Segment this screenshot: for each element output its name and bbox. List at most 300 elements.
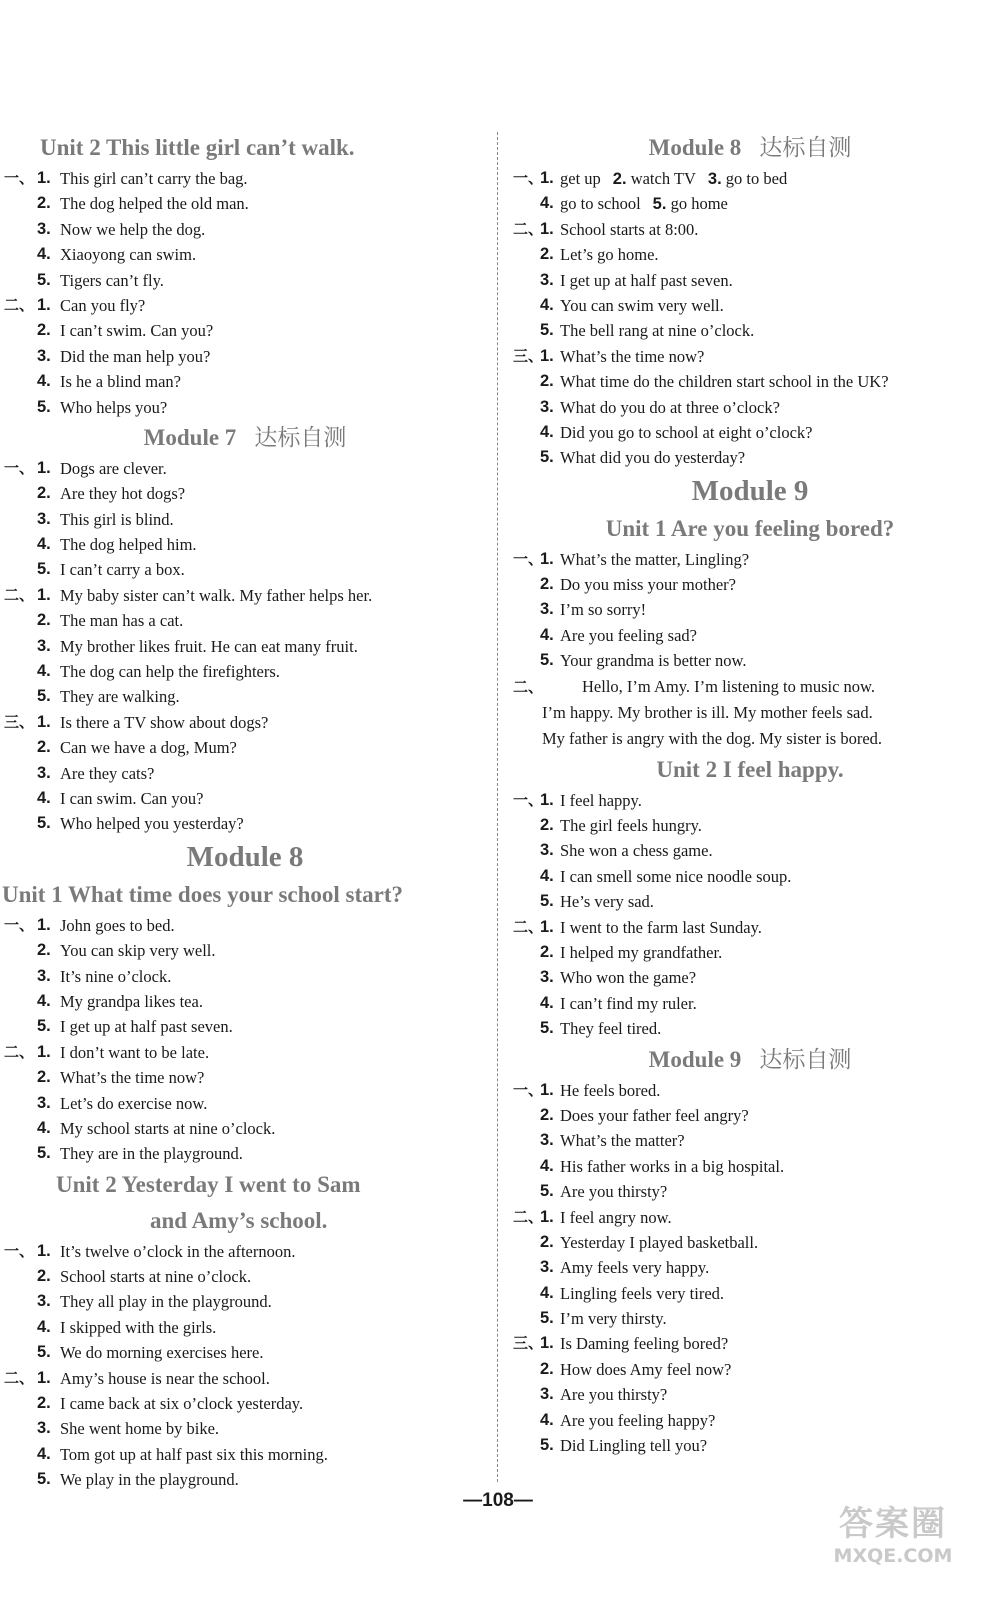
answer-line	[0, 583, 490, 608]
paragraph-line: I’m happy. My brother is ill. My mother feels sad.	[542, 702, 873, 722]
answer-line	[510, 293, 990, 318]
item-number: 3.	[37, 763, 51, 782]
item-number: 4.	[37, 1317, 51, 1336]
answer-text: What’s the matter?	[560, 1131, 685, 1151]
test-label: 达标自测	[759, 135, 852, 161]
item-number: 1.	[540, 346, 554, 365]
answer-text: go to bed	[725, 169, 788, 188]
answer-text: I can swim. Can you?	[60, 788, 204, 808]
answer-text: Is he a blind man?	[60, 372, 181, 392]
item-number: 4.	[37, 372, 51, 391]
module-heading: Module 8	[186, 840, 304, 873]
item-number: 5.	[540, 651, 554, 670]
answer-line	[510, 1382, 990, 1407]
answer-line	[0, 318, 490, 343]
paragraph-line: My father is angry with the dog. My sister is bored.	[542, 728, 883, 748]
section-mark: 一、	[513, 549, 544, 568]
answer-line	[0, 507, 490, 532]
answer-line	[0, 369, 490, 394]
module-heading: Module 9	[691, 474, 809, 507]
answer-line	[0, 1366, 490, 1391]
answer-line	[0, 395, 490, 420]
item-number: 1.	[37, 169, 51, 187]
answer-line	[0, 166, 490, 191]
answer-text: Does your father feel angry?	[560, 1105, 749, 1125]
item-number: 4.	[37, 1444, 51, 1463]
answer-line	[510, 445, 990, 470]
item-number: 5.	[37, 1017, 51, 1036]
answer-text: Did you go to school at eight o’clock?	[560, 422, 813, 442]
item-number: 5.	[37, 687, 51, 706]
paragraph-answer	[510, 674, 990, 752]
answer-text: She won a chess game.	[560, 841, 713, 861]
item-number: 2.	[37, 1394, 51, 1413]
item-number: 2.	[37, 738, 51, 757]
exercise-section	[0, 456, 490, 583]
answer-line	[0, 456, 490, 481]
answer-line	[510, 217, 990, 242]
answer-line	[510, 965, 990, 990]
item-number: 2.	[37, 1267, 51, 1286]
unit-heading: Unit 2 I feel happy.	[656, 756, 844, 782]
answer-text: My brother likes fruit. He can eat many fruit.	[60, 636, 358, 656]
answer-text: What do you do at three o’clock?	[560, 397, 780, 417]
item-number: 2.	[37, 941, 51, 960]
answer-line	[510, 889, 990, 914]
answer-text: I don’t want to be late.	[60, 1042, 210, 1062]
section-mark: 一、	[4, 458, 35, 477]
item-number: 5.	[540, 1309, 554, 1328]
answer-line	[0, 1116, 490, 1141]
item-number: 3.	[540, 397, 554, 416]
right-column	[510, 130, 990, 1458]
answer-text: The man has a cat.	[60, 611, 184, 631]
answer-text: This girl can’t carry the bag.	[60, 169, 248, 188]
answer-text: go home	[670, 194, 728, 214]
section-mark: 一、	[4, 915, 35, 934]
answer-text: Who helps you?	[60, 397, 168, 417]
answer-line	[0, 1141, 490, 1166]
item-number: 2.	[37, 194, 51, 213]
answer-text: She went home by bike.	[60, 1419, 220, 1439]
item-number: 2.	[540, 575, 554, 594]
answer-text: Tom got up at half past six this morning.	[60, 1444, 328, 1464]
exercise-section	[510, 1078, 990, 1205]
item-number: 5.	[37, 397, 51, 416]
answer-text: How does Amy feel now?	[560, 1359, 732, 1379]
section-mark: 二、	[513, 677, 544, 696]
exercise-section	[510, 217, 990, 344]
item-number: 2.	[37, 611, 51, 630]
answer-line	[510, 369, 990, 394]
answer-line	[0, 1340, 490, 1365]
answer-line	[0, 1442, 490, 1467]
answer-line	[510, 1433, 990, 1458]
answer-text: I get up at half past seven.	[60, 1017, 233, 1037]
item-number: 1.	[37, 1368, 51, 1387]
unit-heading: Unit 2 Yesterday I went to Sam	[56, 1171, 361, 1197]
module-label: Module 8	[648, 135, 742, 160]
answer-text: They feel tired.	[560, 1019, 662, 1039]
answer-line	[0, 1040, 490, 1065]
exercise-section	[510, 915, 990, 1042]
item-number: 5.	[540, 321, 554, 340]
answer-line	[510, 572, 990, 597]
answer-line	[510, 1331, 990, 1356]
answer-line	[0, 1091, 490, 1116]
answer-line	[510, 242, 990, 267]
item-number: 1.	[37, 915, 51, 934]
watermark-logo	[818, 1496, 968, 1586]
answer-line	[0, 1289, 490, 1314]
answer-line	[510, 597, 990, 622]
item-number: 1.	[37, 1241, 51, 1260]
answer-line	[510, 420, 990, 445]
answer-line	[0, 735, 490, 760]
answer-text: You can skip very well.	[60, 941, 216, 961]
answer-text: Dogs are clever.	[60, 458, 167, 478]
item-number: 5.	[37, 270, 51, 289]
answer-line	[0, 964, 490, 989]
exercise-section	[510, 344, 990, 471]
answer-line	[510, 547, 990, 572]
answer-line	[0, 761, 490, 786]
answer-line	[0, 217, 490, 242]
answer-text: Yesterday I played basketball.	[560, 1232, 759, 1252]
answer-line	[0, 608, 490, 633]
item-number: 1.	[540, 917, 554, 936]
answer-line	[510, 838, 990, 863]
item-number: 4.	[540, 993, 554, 1012]
answer-line	[0, 938, 490, 963]
answer-text: Let’s go home.	[560, 245, 659, 265]
item-number: 4.	[540, 1410, 554, 1429]
answer-line	[0, 1416, 490, 1441]
answer-line: 一、 1. get up 2. watch TV 3. go to bed	[510, 166, 990, 191]
section-mark: 二、	[513, 1207, 544, 1226]
item-number: 4.	[37, 1118, 51, 1137]
item-number: 3.	[37, 1419, 51, 1438]
item-number: 3.	[540, 600, 554, 619]
answer-text: I feel happy.	[560, 790, 642, 810]
exercise-section	[0, 1239, 490, 1366]
item-number: 5.	[37, 1343, 51, 1362]
watermark-text: MXQE.COM	[833, 1545, 953, 1567]
section-mark: 二、	[4, 295, 35, 314]
item-number: 2.	[540, 1105, 554, 1124]
answer-text: We do morning exercises here.	[60, 1343, 264, 1363]
item-number: 2.	[540, 372, 554, 391]
unit-heading: Unit 1 Are you feeling bored?	[605, 515, 895, 541]
answer-line	[510, 813, 990, 838]
answer-text: Who helped you yesterday?	[60, 814, 244, 834]
left-column	[0, 130, 490, 1493]
section-mark: 一、	[513, 1080, 544, 1099]
item-number: 2.	[37, 484, 51, 503]
item-number: 1.	[540, 1334, 554, 1353]
answer-text: I can’t swim. Can you?	[60, 321, 214, 341]
item-number: 1.	[37, 712, 51, 731]
answer-text: I came back at six o’clock yesterday.	[60, 1394, 304, 1414]
item-number: 3.	[540, 270, 554, 289]
item-number: 3.	[37, 1292, 51, 1311]
answer-text: It’s twelve o’clock in the afternoon.	[60, 1241, 296, 1261]
item-number: 2.	[540, 1359, 554, 1378]
answer-text: What did you do yesterday?	[560, 448, 746, 468]
answer-line	[510, 864, 990, 889]
exercise-section	[510, 788, 990, 915]
answer-text: John goes to bed.	[60, 915, 175, 935]
answer-text: go to school	[560, 194, 641, 214]
exercise-section	[0, 710, 490, 837]
answer-text: Xiaoyong can swim.	[60, 245, 197, 265]
answer-line	[510, 788, 990, 813]
answer-text: My school starts at nine o’clock.	[60, 1118, 276, 1138]
answer-line	[0, 710, 490, 735]
item-number: 4.	[37, 535, 51, 554]
item-number: 3.	[540, 1258, 554, 1277]
answer-text: This girl is blind.	[60, 509, 174, 529]
answer-line	[510, 915, 990, 940]
answer-line	[510, 1281, 990, 1306]
answer-line	[0, 293, 490, 318]
answer-line	[0, 1264, 490, 1289]
answer-text: What time do the children start school in the UK?	[560, 372, 889, 392]
exercise-section	[0, 166, 490, 293]
unit-heading-continued: and Amy’s school.	[150, 1207, 328, 1233]
item-number: 5.	[37, 560, 51, 579]
section-mark: 三、	[513, 1334, 544, 1353]
answer-text: Are you feeling sad?	[560, 625, 697, 645]
section-mark: 一、	[4, 1241, 35, 1260]
answer-line	[0, 811, 490, 836]
section-mark: 二、	[4, 585, 35, 604]
answer-text: I skipped with the girls.	[60, 1317, 217, 1337]
answer-line	[0, 913, 490, 938]
answer-text: Are you thirsty?	[560, 1385, 668, 1405]
answer-text: Tigers can’t fly.	[60, 270, 164, 290]
unit-heading: Unit 1 What time does your school start?	[2, 881, 404, 907]
exercise-section	[0, 913, 490, 1040]
answer-line	[0, 242, 490, 267]
item-number: 3.	[37, 1093, 51, 1112]
answer-text: He feels bored.	[560, 1080, 661, 1100]
answer-text: Is Daming feeling bored?	[560, 1334, 729, 1354]
item-number: 2.	[540, 816, 554, 835]
answer-text: What’s the time now?	[560, 346, 705, 366]
answer-line	[0, 634, 490, 659]
answer-text: Now we help the dog.	[60, 219, 206, 239]
answer-line	[0, 1391, 490, 1416]
watermark-text: 答案圈	[839, 1504, 947, 1544]
answer-line	[0, 1467, 490, 1492]
item-number: 5.	[37, 814, 51, 833]
section-mark: 三、	[4, 712, 35, 731]
item-number: 3.	[540, 1131, 554, 1150]
answer-line	[510, 1306, 990, 1331]
answer-line	[0, 557, 490, 582]
answer-text: He’s very sad.	[560, 892, 654, 912]
item-number: 4.	[540, 866, 554, 885]
answer-text: Did the man help you?	[60, 346, 211, 366]
answer-line	[0, 268, 490, 293]
answer-line	[510, 1205, 990, 1230]
item-number: 4.	[540, 295, 554, 314]
answer-line	[0, 684, 490, 709]
section-mark: 一、	[4, 169, 35, 187]
answer-line	[510, 395, 990, 420]
item-number: 2.	[37, 321, 51, 340]
answer-text: They are walking.	[60, 687, 180, 707]
answer-text: The bell rang at nine o’clock.	[560, 321, 755, 341]
answer-line	[510, 1179, 990, 1204]
answer-line	[0, 989, 490, 1014]
answer-line	[0, 481, 490, 506]
answer-line	[510, 648, 990, 673]
page-number: —108—	[463, 1490, 533, 1511]
column-divider	[497, 132, 498, 1482]
item-number: 1.	[540, 1080, 554, 1099]
answer-text: The dog helped the old man.	[60, 194, 249, 214]
answer-text: I feel angry now.	[560, 1207, 672, 1227]
answer-text: Is there a TV show about dogs?	[60, 712, 269, 732]
module-test-heading	[510, 1042, 990, 1078]
item-number: 3.	[540, 968, 554, 987]
answer-text: Do you miss your mother?	[560, 575, 736, 595]
item-number: 4.	[37, 245, 51, 264]
answer-line	[510, 991, 990, 1016]
answer-text: School starts at 8:00.	[560, 219, 699, 239]
section-mark: 一、	[513, 790, 544, 809]
item-number: 2.	[540, 1232, 554, 1251]
answer-line	[510, 1128, 990, 1153]
answer-line	[510, 1078, 990, 1103]
answer-text: We play in the playground.	[60, 1470, 239, 1490]
item-number: 2.	[37, 1068, 51, 1087]
answer-text: What’s the time now?	[60, 1068, 205, 1088]
answer-text: School starts at nine o’clock.	[60, 1267, 252, 1287]
item-number: 1.	[540, 549, 554, 568]
answer-text: They all play in the playground.	[60, 1292, 272, 1312]
answer-text: His father works in a big hospital.	[560, 1156, 785, 1176]
item-number: 4.	[37, 991, 51, 1010]
answer-text: Can you fly?	[60, 295, 146, 315]
answer-text: My grandpa likes tea.	[60, 991, 203, 1011]
item-number: 3.	[37, 346, 51, 365]
answer-text: I’m so sorry!	[560, 600, 647, 620]
exercise-section	[0, 583, 490, 710]
answer-text: The dog can help the firefighters.	[60, 662, 280, 682]
answer-text: The girl feels hungry.	[560, 816, 702, 836]
item-number: 2.	[540, 245, 554, 264]
answer-line	[510, 1230, 990, 1255]
item-number: 1.	[540, 790, 554, 809]
item-number: 1.	[540, 219, 554, 238]
answer-text: get up	[560, 169, 601, 188]
answer-line	[510, 1255, 990, 1280]
test-label: 达标自测	[759, 1046, 852, 1073]
item-number: 4.	[37, 788, 51, 807]
exercise-section	[510, 1331, 990, 1458]
answer-line	[0, 786, 490, 811]
answer-text: I can smell some nice noodle soup.	[560, 866, 792, 886]
unit-heading: Unit 2 This little girl can’t walk.	[40, 135, 355, 160]
answer-text: Are they hot dogs?	[60, 484, 186, 504]
answer-line	[0, 1315, 490, 1340]
answer-text: You can swim very well.	[560, 295, 724, 315]
answer-text: I get up at half past seven.	[560, 270, 733, 290]
answer-text: Your grandma is better now.	[560, 651, 747, 671]
answer-line	[510, 1103, 990, 1128]
answer-text: Can we have a dog, Mum?	[60, 738, 237, 758]
item-number: 5.	[37, 1144, 51, 1163]
answer-line	[510, 318, 990, 343]
answer-text: I’m very thirsty.	[560, 1309, 667, 1329]
module-label: Module 7	[143, 424, 237, 450]
section-mark: 二、	[4, 1368, 35, 1387]
exercise-section	[510, 1205, 990, 1332]
answer-text: Are you thirsty?	[560, 1182, 668, 1202]
answer-text: I can’t carry a box.	[60, 560, 185, 580]
answer-text: I helped my grandfather.	[560, 942, 723, 962]
item-number: 4.	[540, 422, 554, 441]
item-number: 3.	[37, 509, 51, 528]
item-number: 5.	[37, 1470, 51, 1489]
answer-text: What’s the matter, Lingling?	[560, 549, 750, 569]
section-mark: 一、	[513, 169, 544, 187]
item-number: 4.	[540, 1156, 554, 1175]
answer-text: I went to the farm last Sunday.	[560, 917, 762, 937]
item-number: 3.	[37, 966, 51, 985]
test-label: 达标自测	[254, 424, 347, 451]
answer-text: Amy’s house is near the school.	[60, 1368, 270, 1388]
item-number: 5.	[540, 448, 554, 467]
answer-text: It’s nine o’clock.	[60, 966, 172, 986]
answer-line	[0, 1065, 490, 1090]
item-number: 1.	[540, 1207, 554, 1226]
answer-line	[510, 344, 990, 369]
item-number: 4.	[540, 1283, 554, 1302]
answer-line	[0, 1014, 490, 1039]
item-number: 4.	[37, 662, 51, 681]
item-number: 4.	[540, 625, 554, 644]
answer-text: Amy feels very happy.	[560, 1258, 710, 1278]
answer-text: They are in the playground.	[60, 1144, 243, 1164]
answer-line	[510, 940, 990, 965]
item-number: 5.	[540, 1019, 554, 1038]
answer-text: I can’t find my ruler.	[560, 993, 697, 1013]
item-number: 5.	[540, 1436, 554, 1455]
module-test-heading	[0, 420, 490, 456]
section-mark: 二、	[513, 917, 544, 936]
answer-line: 4. go to school 5. go home	[540, 194, 728, 214]
paragraph-line: Hello, I’m Amy. I’m listening to music now.	[582, 676, 875, 696]
item-number: 3.	[37, 219, 51, 238]
answer-line	[510, 1408, 990, 1433]
answer-line	[0, 659, 490, 684]
answer-text: Lingling feels very tired.	[560, 1283, 725, 1303]
exercise-section	[510, 547, 990, 674]
item-number: 5.	[540, 1182, 554, 1201]
answer-text: Are you feeling happy?	[560, 1410, 716, 1430]
answer-line	[510, 268, 990, 293]
answer-text: Let’s do exercise now.	[60, 1093, 208, 1113]
exercise-section	[0, 293, 490, 420]
exercise-section	[0, 1366, 490, 1493]
answer-line	[0, 191, 490, 216]
item-number: 5.	[540, 892, 554, 911]
answer-text: Are they cats?	[60, 763, 155, 783]
